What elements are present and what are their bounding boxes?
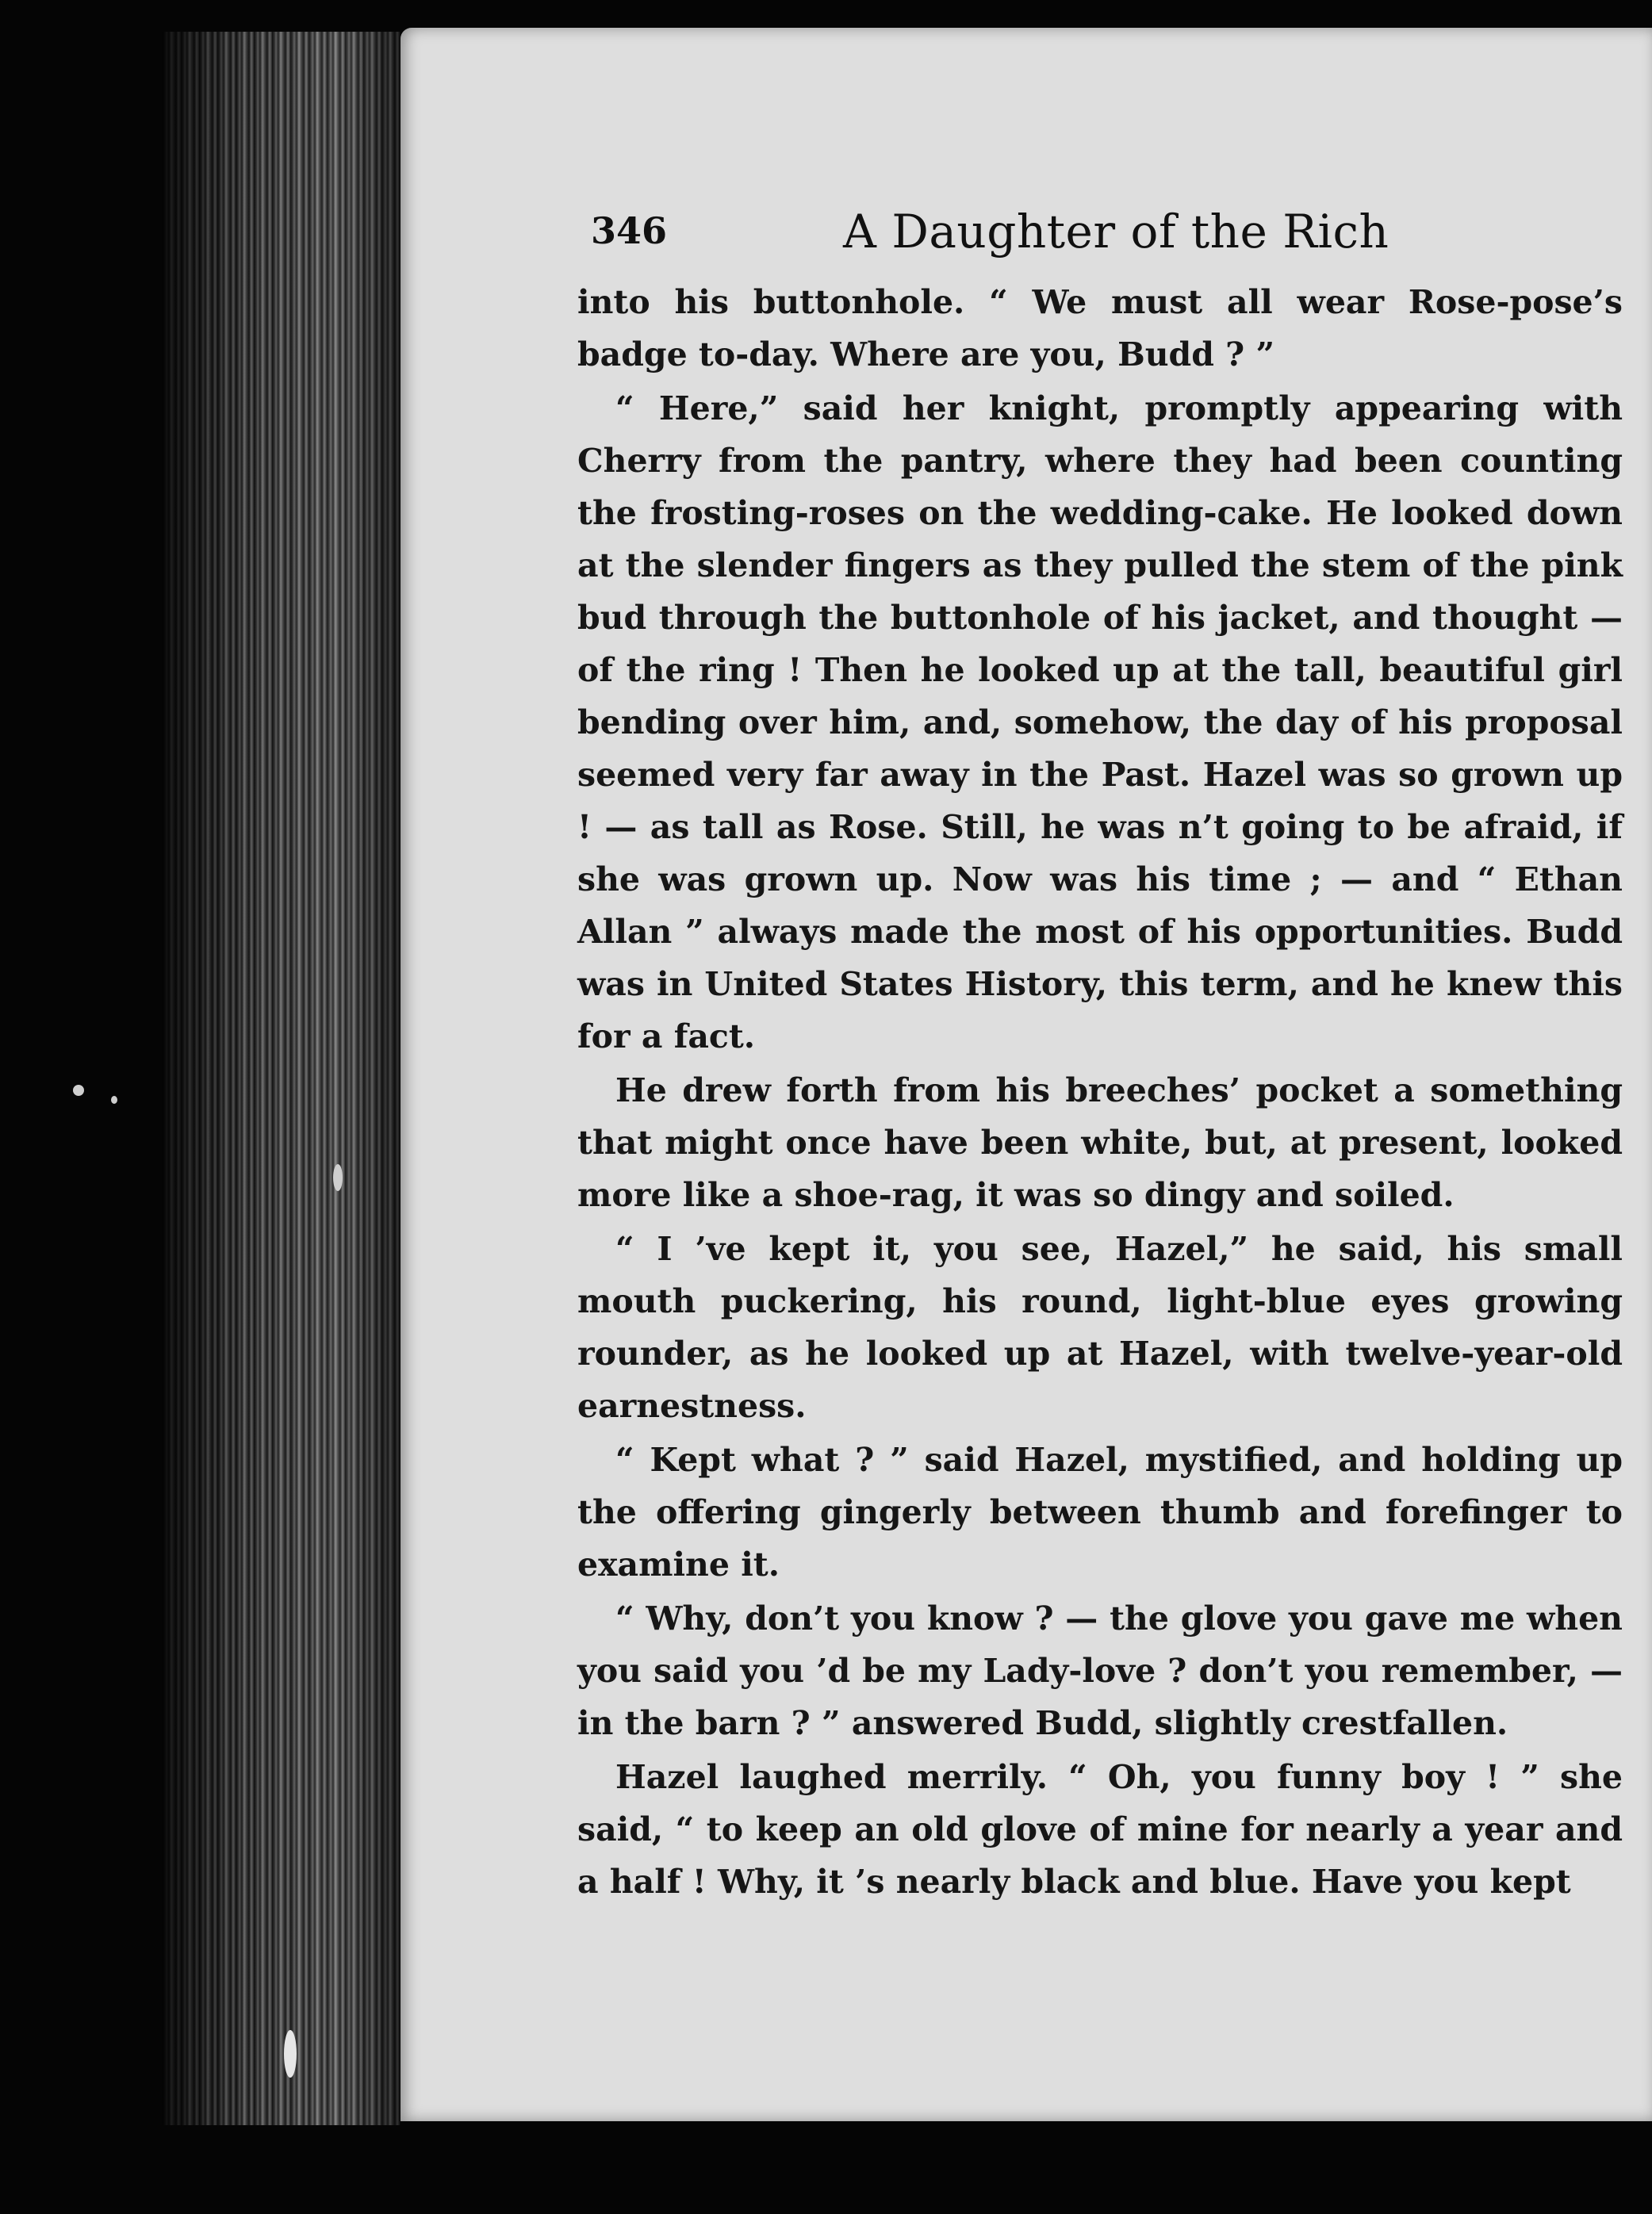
paragraph: into his buttonhole. “ We must all wear Rose-pose’s badge to-day. Where are you, Budd ? ” — [577, 283, 1623, 373]
running-title: A Daughter of the Rich — [843, 205, 1389, 259]
page-header — [591, 205, 1638, 268]
paragraph: “ Kept what ? ” said Hazel, mystified, and holding up the offering gingerly between thumb and forefinger to examine it. — [577, 1441, 1623, 1584]
dust-speck — [111, 1096, 117, 1104]
binding-shadow — [163, 32, 401, 2125]
paragraph: “ Why, don’t you know ? — the glove you gave me when you said you ’d be my Lady-love ? don’t you remember, — in the barn ? ” answered Budd, slightly crestfallen. — [577, 1599, 1623, 1742]
paragraph: He drew forth from his breeches’ pocket a something that might once have been white, but, at present, looked more like a shoe-rag, it was so dingy and soiled. — [577, 1071, 1623, 1214]
paragraph: Hazel laughed merrily. “ Oh, you funny boy ! ” she said, “ to keep an old glove of mine for nearly a year and a half ! Why, it ’s nearly black and blue. Have you kept — [577, 1758, 1623, 1901]
dust-speck — [333, 1164, 343, 1191]
dust-speck — [284, 2030, 297, 2078]
paragraph: “ Here,” said her knight, promptly appearing with Cherry from the pantry, where they had been counting the frosting-roses on the wedding-cake. He looked down at the slender fingers as they pulled the stem of the pink bud through the buttonhole of his jacket, and thought — of the ring ! Then he looked up at the tall, beautiful girl bending over him, and, somehow, the day of his proposal seemed very far away in the Past. Hazel was so grown up ! — as tall as Rose. Still, he was n’t going to be afraid, if she was grown up. Now was his time ; — and “ Ethan Allan ” always made the most of his opportunities. Budd was in United States History, this term, and he knew this for a fact. — [577, 389, 1623, 1055]
paragraph: “ I ’ve kept it, you see, Hazel,” he said, his small mouth puckering, his round, light-blue eyes growing rounder, as he looked up at Hazel, with twelve-year-old earnestness. — [577, 1230, 1623, 1425]
body-text — [577, 276, 1623, 1908]
dust-speck — [73, 1085, 84, 1096]
page-number: 346 — [591, 209, 668, 252]
